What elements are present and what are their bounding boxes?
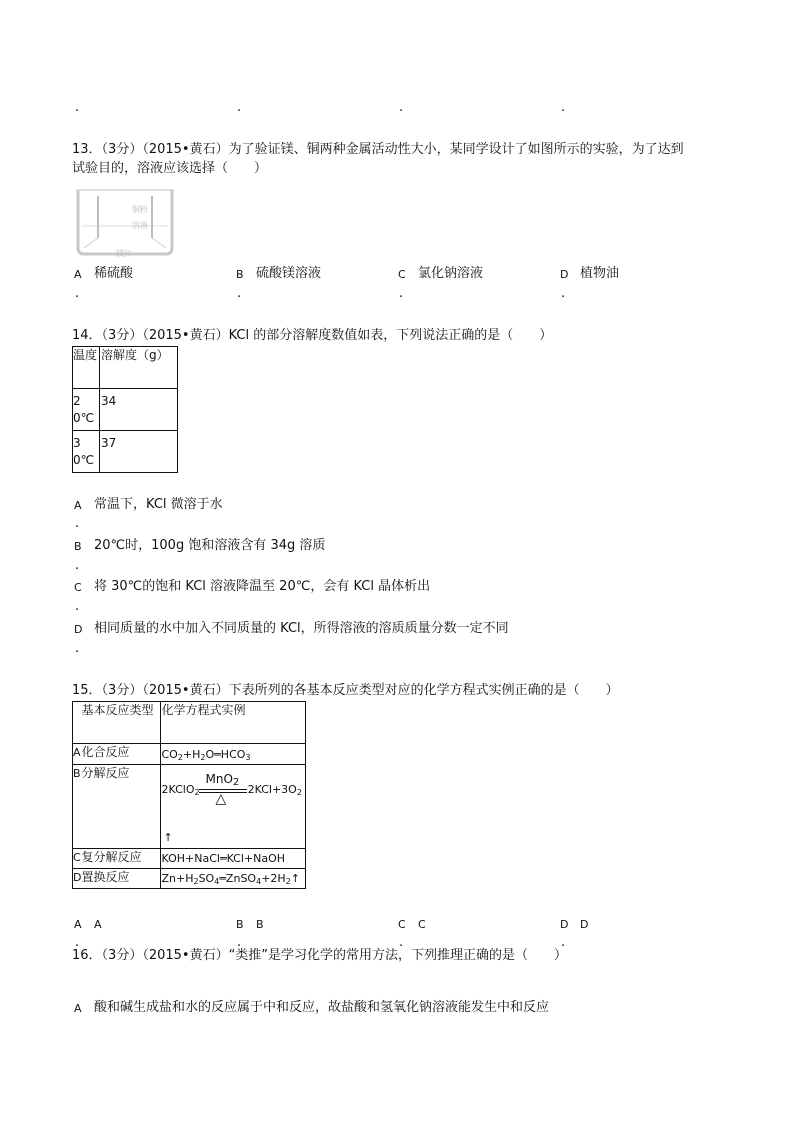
figure-label-copper: 铜粉: [132, 205, 148, 214]
table-header-solubility: 溶解度（g）: [100, 347, 178, 389]
option-dot: .: [561, 935, 566, 950]
option-text: 将 30℃的饱和 KCl 溶液降温至 20℃，会有 KCl 晶体析出: [94, 579, 431, 594]
beaker-figure: [74, 186, 176, 258]
table-header-row: [73, 702, 306, 744]
option-dot: .: [237, 286, 242, 301]
option-dot: .: [399, 935, 404, 950]
option-dot: .: [561, 286, 566, 301]
table-header-equation: 化学方程式实例: [161, 702, 306, 744]
gas-arrow: ↑: [163, 831, 173, 844]
option-text: 硫酸镁溶液: [256, 266, 322, 281]
table-row: [73, 389, 178, 431]
figure-label-solution: 溶液: [132, 221, 148, 230]
option-dot: .: [75, 935, 80, 950]
option-dot: .: [75, 100, 80, 115]
option-dot: .: [75, 599, 80, 614]
table-cell-solubility: 34: [100, 389, 178, 431]
catalyst-label: MnO: [205, 772, 233, 786]
table-cell-solubility: 37: [100, 431, 178, 473]
option-text: A: [94, 918, 102, 931]
option-text: B: [256, 918, 264, 931]
option-dot: .: [75, 516, 80, 531]
table-row: [73, 849, 306, 869]
option-text: 稀硫酸: [94, 266, 134, 281]
option-letter: B: [236, 918, 244, 931]
table-header-temperature: 温度: [73, 347, 100, 389]
question-stem-line: 13．（3分）（2015•黄石）为了验证镁、铜两种金属活动性大小，某同学设计了如图所示的实验，为了达到: [72, 142, 684, 157]
option-dot: .: [237, 100, 242, 115]
option-letter: D: [560, 918, 569, 931]
option-dot: .: [75, 286, 80, 301]
option-text: 氯化钠溶液: [418, 266, 484, 281]
solubility-table: [72, 346, 178, 473]
option-text: 酸和碱生成盐和水的反应属于中和反应，故盐酸和氢氧化钠溶液能发生中和反应: [94, 1000, 550, 1015]
table-header-row: [73, 347, 178, 389]
table-cell-temperature: 30℃: [73, 431, 100, 473]
table-row: [73, 869, 306, 889]
question-stem: 14．（3分）（2015•黄石）KCl 的部分溶解度数值如表，下列说法正确的是（ ）: [72, 328, 553, 343]
option-text: 植物油: [580, 266, 620, 281]
option-letter: A: [74, 499, 82, 512]
option-dot: .: [75, 641, 80, 656]
option-dot: .: [399, 286, 404, 301]
option-letter: C: [398, 918, 406, 931]
option-dot: .: [237, 935, 242, 950]
figure-label-magnesium: 镁片: [116, 249, 132, 258]
option-letter: A: [74, 1002, 82, 1015]
option-letter: C: [398, 268, 406, 281]
option-dot: .: [399, 100, 404, 115]
table-row: [73, 744, 306, 765]
row-letter: B: [73, 765, 82, 849]
question-stem: 16．（3分）（2015•黄石）“类推”是学习化学的常用方法，下列推理正确的是（ ）: [72, 948, 568, 963]
option-text: 常温下，KCl 微溶于水: [94, 497, 223, 512]
option-text: D: [580, 918, 589, 931]
row-type: 分解反应: [81, 765, 161, 849]
question-stem-line: 试验目的，溶液应该选择（ ）: [72, 161, 268, 176]
option-letter: B: [74, 540, 82, 553]
option-letter: D: [560, 268, 569, 281]
row-letter: A: [73, 744, 82, 765]
row-equation: $CO_2+H_2O═HCO_3$: [161, 744, 306, 765]
row-letter: D: [73, 869, 82, 889]
row-equation: KOH+NaCl═KCl+NaOH: [161, 849, 306, 869]
option-letter: B: [236, 268, 244, 281]
table-row: [73, 431, 178, 473]
row-type: 化合反应: [81, 744, 161, 765]
option-text: C: [418, 918, 426, 931]
row-letter: C: [73, 849, 82, 869]
table-row: [73, 765, 306, 849]
question-stem: 15．（3分）（2015•黄石）下表所列的各基本反应类型对应的化学方程式实例正确的是（ ）: [72, 683, 619, 698]
table-cell-temperature: 20℃: [73, 389, 100, 431]
option-text: 相同质量的水中加入不同质量的 KCl，所得溶液的溶质质量分数一定不同: [94, 621, 509, 636]
option-letter: A: [74, 918, 82, 931]
option-letter: D: [74, 623, 83, 636]
option-letter: C: [74, 581, 82, 594]
row-type: 复分解反应: [81, 849, 161, 869]
option-dot: .: [561, 100, 566, 115]
row-equation: MnO$_2$ △ 2KClO$_2$ $2KCl+3O_2$ ↑: [161, 765, 306, 849]
row-type: 置换反应: [81, 869, 161, 889]
option-letter: A: [74, 268, 82, 281]
row-equation: $Zn+H_2SO_4═ZnSO_4+2H_2↑$: [161, 869, 306, 889]
option-text: 20℃时，100g 饱和溶液含有 34g 溶质: [94, 538, 326, 553]
option-dot: .: [75, 558, 80, 573]
table-header-type: 基本反应类型: [81, 702, 161, 744]
heat-symbol: △: [215, 791, 227, 807]
reaction-table: [72, 701, 306, 889]
